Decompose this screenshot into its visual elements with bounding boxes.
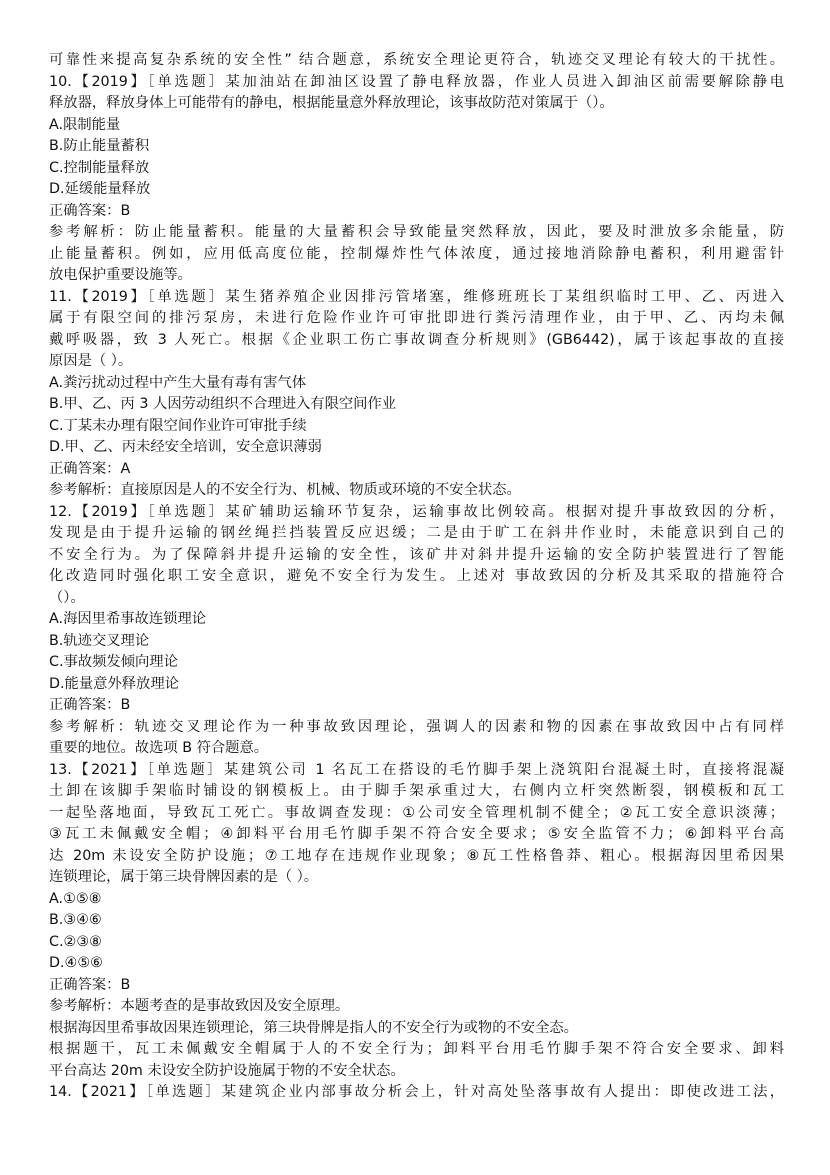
question-10-stem: 10.【2019】［单选题］某加油站在卸油区设置了静电释放器，作业人员进入卸油区前需要解除静电 — [49, 73, 784, 90]
text-line: 一起坠落地面，导致瓦工死亡。事故调查发现：①公司安全管理机制不健全；②瓦工安全意识淡薄； — [49, 804, 784, 821]
text-line: 可靠性来提高复杂系统的安全性” 结合题意，系统安全理论更符合，轨迹交叉理论有较大的干扰性。 — [49, 52, 784, 68]
option-a: A.粪污扰动过程中产生大量有毒有害气体 — [49, 374, 307, 391]
correct-answer: 正确答案：B — [49, 976, 131, 993]
text-line: 平台高达 20m 未设安全防护设施属于物的不安全状态。 — [49, 1062, 405, 1079]
explanation: 参考解析：直接原因是人的不安全行为、机械、物质或环境的不安全状态。 — [49, 482, 521, 498]
question-13-stem: 13.【2021】［单选题］某建筑公司 1 名瓦工在搭设的毛竹脚手架上浇筑阳台混凝土时，直接将混凝 — [49, 761, 784, 778]
text-line: 释放器，释放身体上可能带有的静电，根据能量意外释放理论，该事故防范对策属于（）。 — [49, 95, 614, 111]
option-b: B.轨迹交叉理论 — [49, 632, 150, 649]
text-line: 连锁理论，属于第三块骨牌因素的是（ ）。 — [49, 869, 319, 885]
text-line: ③瓦工未佩戴安全帽；④卸料平台用毛竹脚手架不符合安全要求；⑤安全监管不力；⑥卸料平台高 — [49, 826, 784, 842]
option-d: D.延缓能量释放 — [49, 181, 151, 197]
text-line: 原因是（ ）。 — [49, 353, 133, 369]
text-line: 止能量蓄积。例如，应用低高度位能，控制爆炸性气体浓度，通过接地消除静电蓄积，利用避雷针 — [49, 245, 784, 262]
explanation: 参考解析：轨迹交叉理论作为一种事故致因理论，强调人的因素和物的因素在事故致因中占有同样 — [49, 718, 784, 735]
text-line: 化改造同时强化职工安全意识，避免不安全行为发生。上述对 事故致因的分析及其采取的措施符合 — [49, 568, 784, 584]
text-line: 根据海因里希事故因果连锁理论，第三块骨牌是指人的不安全行为或物的不安全态。 — [49, 1019, 578, 1036]
text-line: 重要的地位。故选项 B 符合题意。 — [49, 740, 269, 756]
option-c: C.事故频发倾向理论 — [49, 654, 178, 670]
correct-answer: 正确答案：A — [49, 460, 131, 477]
option-c: C.控制能量释放 — [49, 159, 150, 176]
question-11-stem: 11.【2019】［单选题］某生猪养殖企业因排污管堵塞，维修班班长丁某组织临时工甲、乙、丙进入 — [49, 288, 784, 305]
option-d: D.④⑤⑥ — [49, 955, 104, 971]
question-14-stem: 14.【2021】［单选题］某建筑企业内部事故分析会上，针对高处坠落事故有人提出：即使改进工法， — [49, 1084, 784, 1100]
text-line: 放电保护重要设施等。 — [49, 267, 192, 283]
document-page — [49, 50, 784, 1104]
text-line: 发现是由于提升运输的钢丝绳拦挡装置反应迟缓；二是由于旷工在斜井作业时，未能意识到自己的 — [49, 525, 784, 541]
text-line: 土卸在该脚手架临时铺设的钢模板上。由于脚手架承重过大，右侧内立杆突然断裂，钢模板和瓦工 — [49, 783, 784, 799]
option-a: A.海因里希事故连锁理论 — [49, 611, 207, 627]
text-line: 根据题干，瓦工未佩戴安全帽属于人的不安全行为；卸料平台用毛竹脚手架不符合安全要求、卸料 — [49, 1041, 784, 1057]
text-line: 属于有限空间的排污泵房，未进行危险作业许可审批即进行粪污清理作业，由于甲、乙、丙均未佩 — [49, 310, 784, 326]
text-line: （）。 — [49, 589, 85, 606]
option-a: A.①⑤⑧ — [49, 890, 102, 907]
text-line: 戴呼吸器，致 3 人死亡。根据《企业职工伤亡事故调查分析规则》(GB6442)，属于该起事故的直接 — [49, 331, 784, 348]
correct-answer: 正确答案：B — [49, 202, 131, 219]
text-line: 不安全行为。为了保障斜井提升运输的安全性，该矿井对斜井提升运输的安全防护装置进行了智能 — [49, 546, 784, 563]
correct-answer: 正确答案：B — [49, 697, 131, 713]
option-b: B.甲、乙、丙 3 人因劳动组织不合理进入有限空间作业 — [49, 396, 397, 412]
text-line: 达 20m 未设安全防护设施；⑦工地存在违规作业现象；⑧瓦工性格鲁莽、粗心。根据海因里希因果 — [49, 847, 784, 864]
option-d: D.能量意外释放理论 — [49, 675, 179, 692]
option-b: B.防止能量蓄积 — [49, 138, 150, 154]
option-d: D.甲、乙、丙未经安全培训，安全意识薄弱 — [49, 439, 322, 455]
option-b: B.③④⑥ — [49, 912, 102, 928]
question-12-stem: 12.【2019】［单选题］某矿辅助运输环节复杂，运输事故比例较高。根据对提升事故致因的分析， — [49, 503, 784, 520]
explanation: 参考解析：防止能量蓄积。能量的大量蓄积会导致能量突然释放，因此，要及时泄放多余能量，防 — [49, 224, 784, 240]
option-c: C.丁某未办理有限空间作业许可审批手续 — [49, 417, 307, 434]
option-a: A.限制能量 — [49, 116, 121, 133]
option-c: C.②③⑧ — [49, 933, 102, 950]
explanation: 参考解析：本题考查的是事故致因及安全原理。 — [49, 998, 350, 1014]
